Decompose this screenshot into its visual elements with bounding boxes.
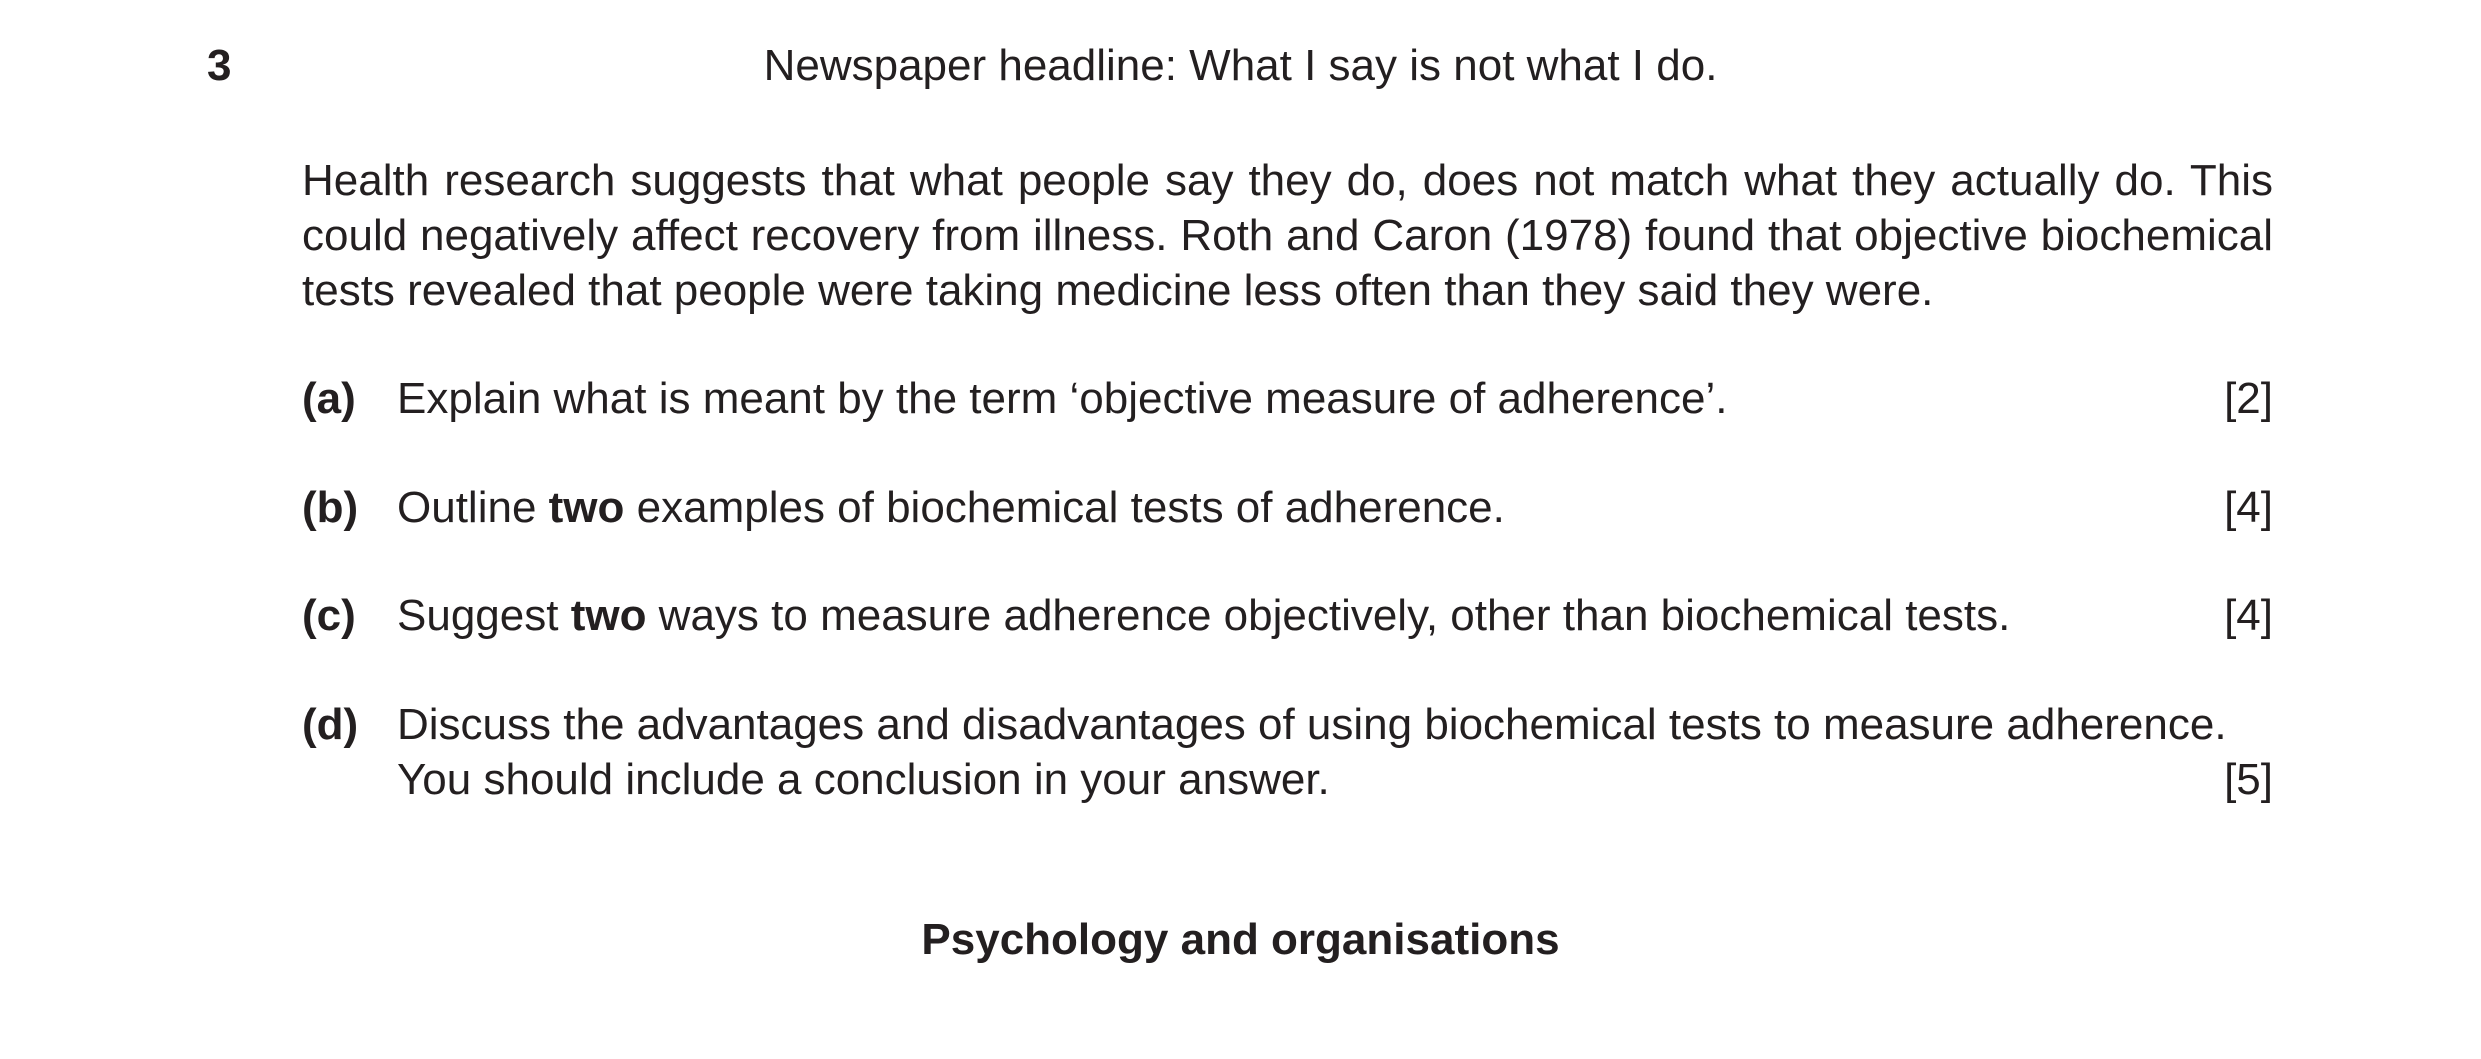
part-a: [302, 371, 2273, 426]
part-text-after: examples of biochemical tests of adherence.: [624, 483, 1505, 532]
part-label: (c): [302, 591, 356, 640]
newspaper-headline: Newspaper headline: What I say is not what I do.: [763, 41, 1718, 90]
part-label: (b): [302, 483, 359, 532]
part-d: [302, 697, 2273, 807]
part-c: [302, 588, 2273, 643]
part-text-line2: You should include a conclusion in your answer.: [397, 755, 1330, 804]
part-text: [397, 480, 2273, 535]
part-marks: [5]: [2224, 755, 2273, 804]
part-text: [397, 588, 2273, 643]
part-label: (a): [302, 374, 356, 423]
part-text-before: Outline: [397, 483, 549, 532]
question-number: 3: [207, 41, 232, 90]
part-marks: [4]: [2224, 483, 2273, 532]
part-text: Explain what is meant by the term ‘objective measure of adherence’.: [397, 374, 1728, 423]
question-intro: Health research suggests that what people say they do, does not match what they actually do. This could negatively affect recovery from illness. Roth and Caron (1978) found that objective biochemical tests revealed that people were taking medicine less often than they said they were.: [302, 156, 2273, 315]
part-text-emphasis: two: [570, 591, 647, 640]
part-text-emphasis: two: [548, 483, 625, 532]
section-title: Psychology and organisations: [921, 915, 1560, 964]
part-marks: [4]: [2224, 591, 2273, 640]
part-text-line1: Discuss the advantages and disadvantages of using biochemical tests to measure adherence.: [397, 700, 2227, 749]
part-b: [302, 480, 2273, 535]
part-marks: [2]: [2224, 374, 2273, 423]
part-text-before: Suggest: [397, 591, 571, 640]
part-label: (d): [302, 700, 359, 749]
part-text: [397, 697, 2273, 807]
part-text-after: ways to measure adherence objectively, other than biochemical tests.: [646, 591, 2011, 640]
